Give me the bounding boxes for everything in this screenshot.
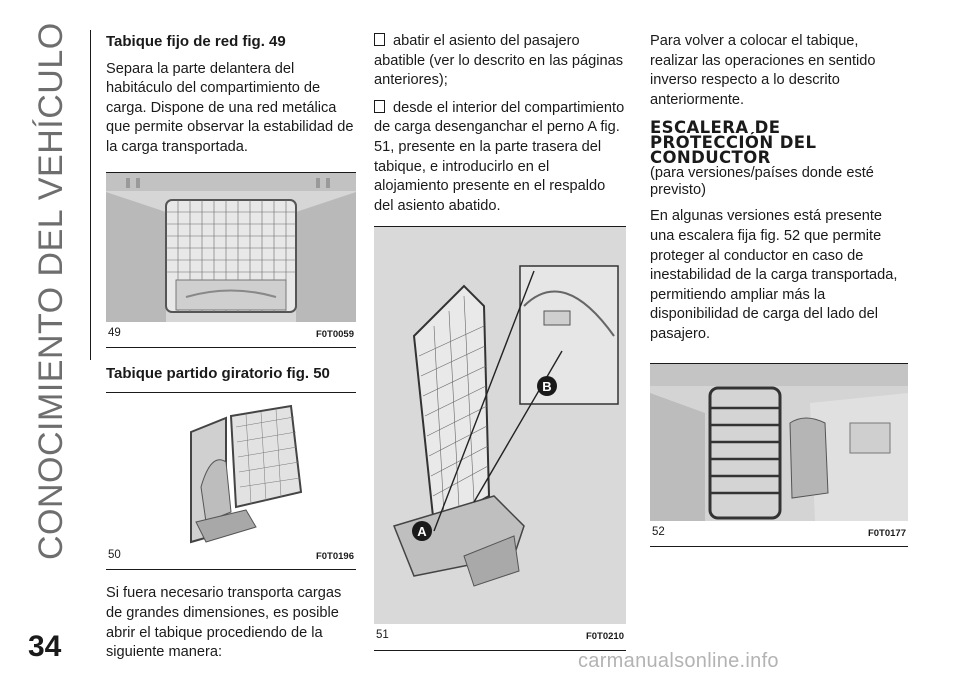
figure-49-illustration (106, 172, 356, 322)
heading-fixed-partition: Tabique fijo de red fig. 49 (106, 33, 286, 50)
figure-50 (106, 392, 356, 571)
figure-52-number: 52 (652, 525, 665, 538)
column-2 (374, 32, 626, 651)
column-1 (106, 32, 356, 671)
checkbox-bullet-icon (374, 100, 385, 113)
figure-50-number: 50 (108, 548, 121, 561)
bullet-item-1: abatir el asiento del pasajero abatible (ver lo descrito en las páginas anteriores); (374, 33, 624, 89)
figure-52-illustration (650, 363, 908, 521)
paragraph-large-loads: Si fuera necesario transporta cargas de grandes dimensiones, es posible abrir el tabique procediendo de la siguiente manera: (106, 585, 342, 661)
figure-51-number: 51 (376, 629, 389, 642)
side-rule (90, 30, 91, 360)
heading-split-partition: Tabique partido giratorio fig. 50 (106, 365, 330, 383)
figure-51-code: F0T0210 (585, 631, 624, 643)
column-3 (650, 32, 908, 547)
bullet-item-2: desde el interior del compartimiento de carga desenganchar el perno A fig. 51, presente en la parte trasera del tabique, e introducirlo en el alojamiento presente en el respaldo del asiento abatido. (374, 99, 625, 214)
figure-52-code: F0T0177 (867, 527, 906, 539)
label-a: A (417, 524, 427, 540)
subnote-versions: (para versiones/países donde esté previsto) (650, 165, 874, 199)
checkbox-bullet-icon (374, 33, 385, 46)
figure-51 (374, 226, 626, 651)
heading-protection-ladder: ESCALERA DE PROTECCIÓN DEL CONDUCTOR (650, 118, 817, 168)
section-title: CONOCIMIENTO DEL VEHÍCULO (32, 22, 70, 560)
paragraph-fixed-partition: Separa la parte delantera del habitáculo del compartimiento de carga. Dispone de una red metálica que permite observar la estabilidad de la carga transportada. (106, 60, 354, 155)
figure-49-number: 49 (108, 326, 121, 339)
paragraph-ladder: En algunas versiones está presente una escalera fija fig. 52 que permite proteger al conductor en caso de inestabilidad de la carga transportada, permitiendo ampliar más la disponibilidad de carga del lado del pasajero. (650, 208, 898, 342)
watermark: carmanualsonline.info (578, 650, 779, 672)
label-b: B (542, 379, 552, 395)
figure-52 (650, 363, 908, 548)
page-number: 34 (28, 630, 62, 663)
figure-49 (106, 172, 356, 349)
figure-51-illustration (374, 226, 626, 624)
figure-50-illustration (106, 392, 356, 544)
paragraph-reinstall: Para volver a colocar el tabique, realizar las operaciones en sentido inverso respecto a lo descrito anteriormente. (650, 33, 876, 108)
figure-49-code: F0T0059 (315, 328, 354, 340)
figure-50-code: F0T0196 (315, 550, 354, 562)
